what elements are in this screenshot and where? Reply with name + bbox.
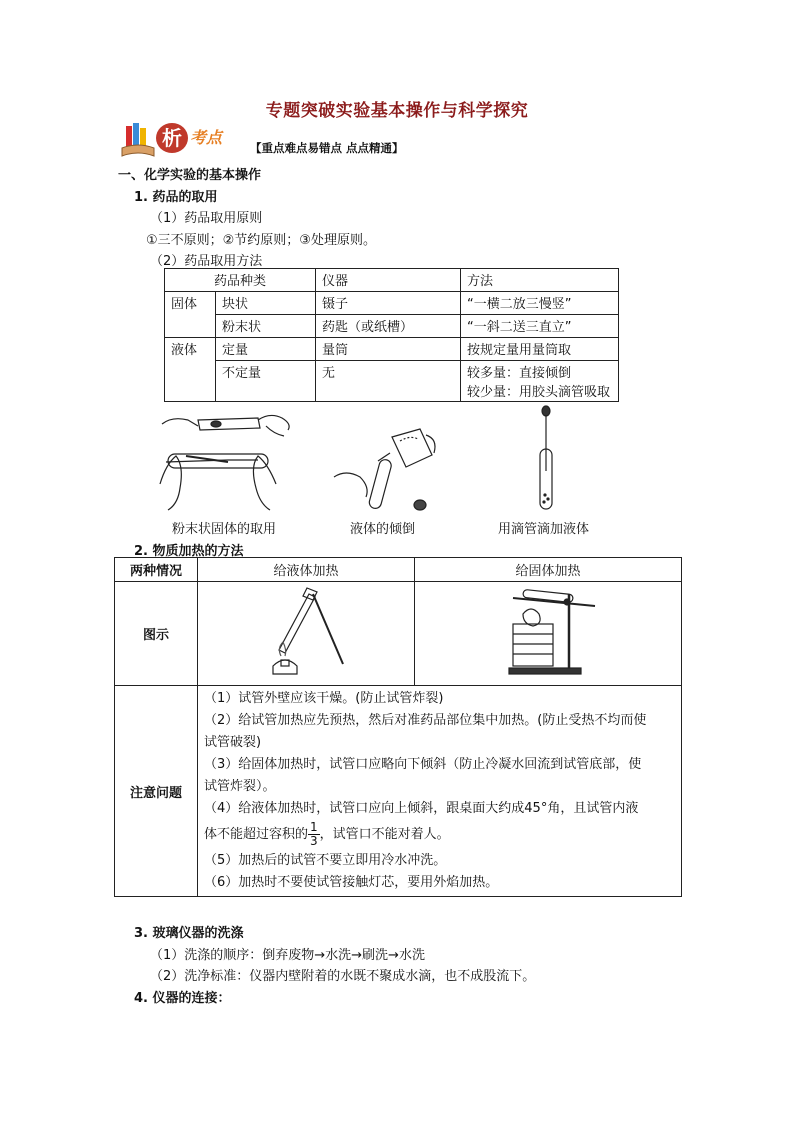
table-cell: 固体	[165, 292, 216, 338]
section-heading: 一、化学实验的基本操作	[118, 168, 262, 183]
table-header-row	[115, 558, 682, 582]
table-cell: 注意问题	[115, 686, 198, 897]
note-line: 试管炸裂）。	[204, 779, 276, 794]
books-icon	[122, 123, 154, 156]
paragraph: （2）洗净标准：仪器内壁附着的水既不聚成水滴，也不成股流下。	[150, 969, 536, 984]
fraction-denominator: 3	[310, 834, 318, 848]
table-header: 方法	[461, 269, 619, 292]
banner-tag: 考点	[190, 128, 223, 147]
note-text: 体不能超过容积的	[204, 827, 309, 842]
note-line: （5）加热后的试管不要立即用冷水冲洗。	[204, 853, 447, 868]
table-row	[165, 292, 619, 315]
fraction	[308, 821, 320, 848]
table-cell: 镊子	[316, 292, 461, 315]
table-cell: 不定量	[216, 361, 316, 402]
table-cell: 粉末状	[216, 315, 316, 338]
subheading-reagent-taking: 1. 药品的取用	[134, 190, 218, 205]
paragraph: （2）药品取用方法	[150, 254, 263, 269]
table-header: 给液体加热	[198, 558, 415, 582]
paragraph: ①三不原则；②节约原则；③处理原则。	[146, 233, 376, 248]
table-row	[115, 582, 682, 686]
notes-cell	[198, 686, 682, 897]
table-header: 给固体加热	[415, 558, 682, 582]
paragraph: （1）药品取用原则	[150, 211, 263, 226]
note-line	[204, 820, 675, 850]
dropper-illustration	[530, 405, 560, 515]
table-cell: “一横二放三慢竖”	[461, 292, 619, 315]
subheading-washing: 3. 玻璃仪器的洗涤	[134, 926, 244, 941]
liquid-heating-illustration	[251, 584, 361, 680]
banner-char: 析	[162, 126, 182, 150]
powder-taking-illustration	[158, 404, 298, 514]
liquid-pouring-illustration	[330, 425, 440, 520]
figure-caption: 粉末状固体的取用	[172, 522, 277, 537]
subheading-connecting: 4. 仪器的连接：	[134, 991, 231, 1006]
reagent-table	[164, 268, 619, 402]
table-cell: “一斜二送三直立”	[461, 315, 619, 338]
table-cell	[461, 361, 619, 402]
note-line: 试管破裂)	[204, 735, 262, 750]
table-cell: 按规定量用量筒取	[461, 338, 619, 361]
table-cell: 块状	[216, 292, 316, 315]
table-header: 药品种类	[165, 269, 316, 292]
note-line: （1）试管外壁应该干燥。(防止试管炸裂)	[204, 691, 444, 706]
figure-caption: 液体的倾倒	[350, 522, 416, 537]
table-cell-line: 较少量：用胶头滴管吸取	[467, 385, 611, 400]
paragraph: （1）洗涤的顺序：倒弃废物→水洗→刷洗→水洗	[150, 948, 425, 963]
table-header-row	[165, 269, 619, 292]
note-line: （4）给液体加热时，试管口应向上倾斜，跟桌面大约成45°角，且试管内液	[204, 801, 639, 816]
figure-caption: 用滴管滴加液体	[498, 522, 590, 537]
note-line: （3）给固体加热时，试管口应略向下倾斜（防止冷凝水回流到试管底部，使	[204, 757, 642, 772]
table-cell: 药匙（或纸槽）	[316, 315, 461, 338]
table-row	[115, 686, 682, 897]
table-row	[165, 338, 619, 361]
page-title: 专题突破实验基本操作与科学探究	[265, 101, 529, 121]
note-line: （6）加热时不要使试管接触灯芯，要用外焰加热。	[204, 875, 499, 890]
table-header: 仪器	[316, 269, 461, 292]
table-cell: 液体	[165, 338, 216, 402]
heating-table	[114, 557, 682, 897]
table-cell: 量筒	[316, 338, 461, 361]
table-header: 两种情况	[115, 558, 198, 582]
solid-heating-illustration	[483, 584, 613, 680]
table-row	[165, 361, 619, 402]
table-cell	[198, 582, 415, 686]
note-line: （2）给试管加热应先预热，然后对准药品部位集中加热。(防止受热不均而使	[204, 713, 647, 728]
table-cell	[415, 582, 682, 686]
table-cell: 图示	[115, 582, 198, 686]
table-cell: 无	[316, 361, 461, 402]
subheading-heating: 2. 物质加热的方法	[134, 544, 244, 559]
table-row	[165, 315, 619, 338]
note-text: ，试管口不能对着人。	[319, 827, 450, 842]
table-cell: 定量	[216, 338, 316, 361]
table-cell-line: 较多量：直接倾倒	[467, 366, 572, 381]
banner-subtitle: 【重点难点易错点 点点精通】	[250, 141, 404, 155]
fraction-numerator: 1	[310, 820, 318, 834]
